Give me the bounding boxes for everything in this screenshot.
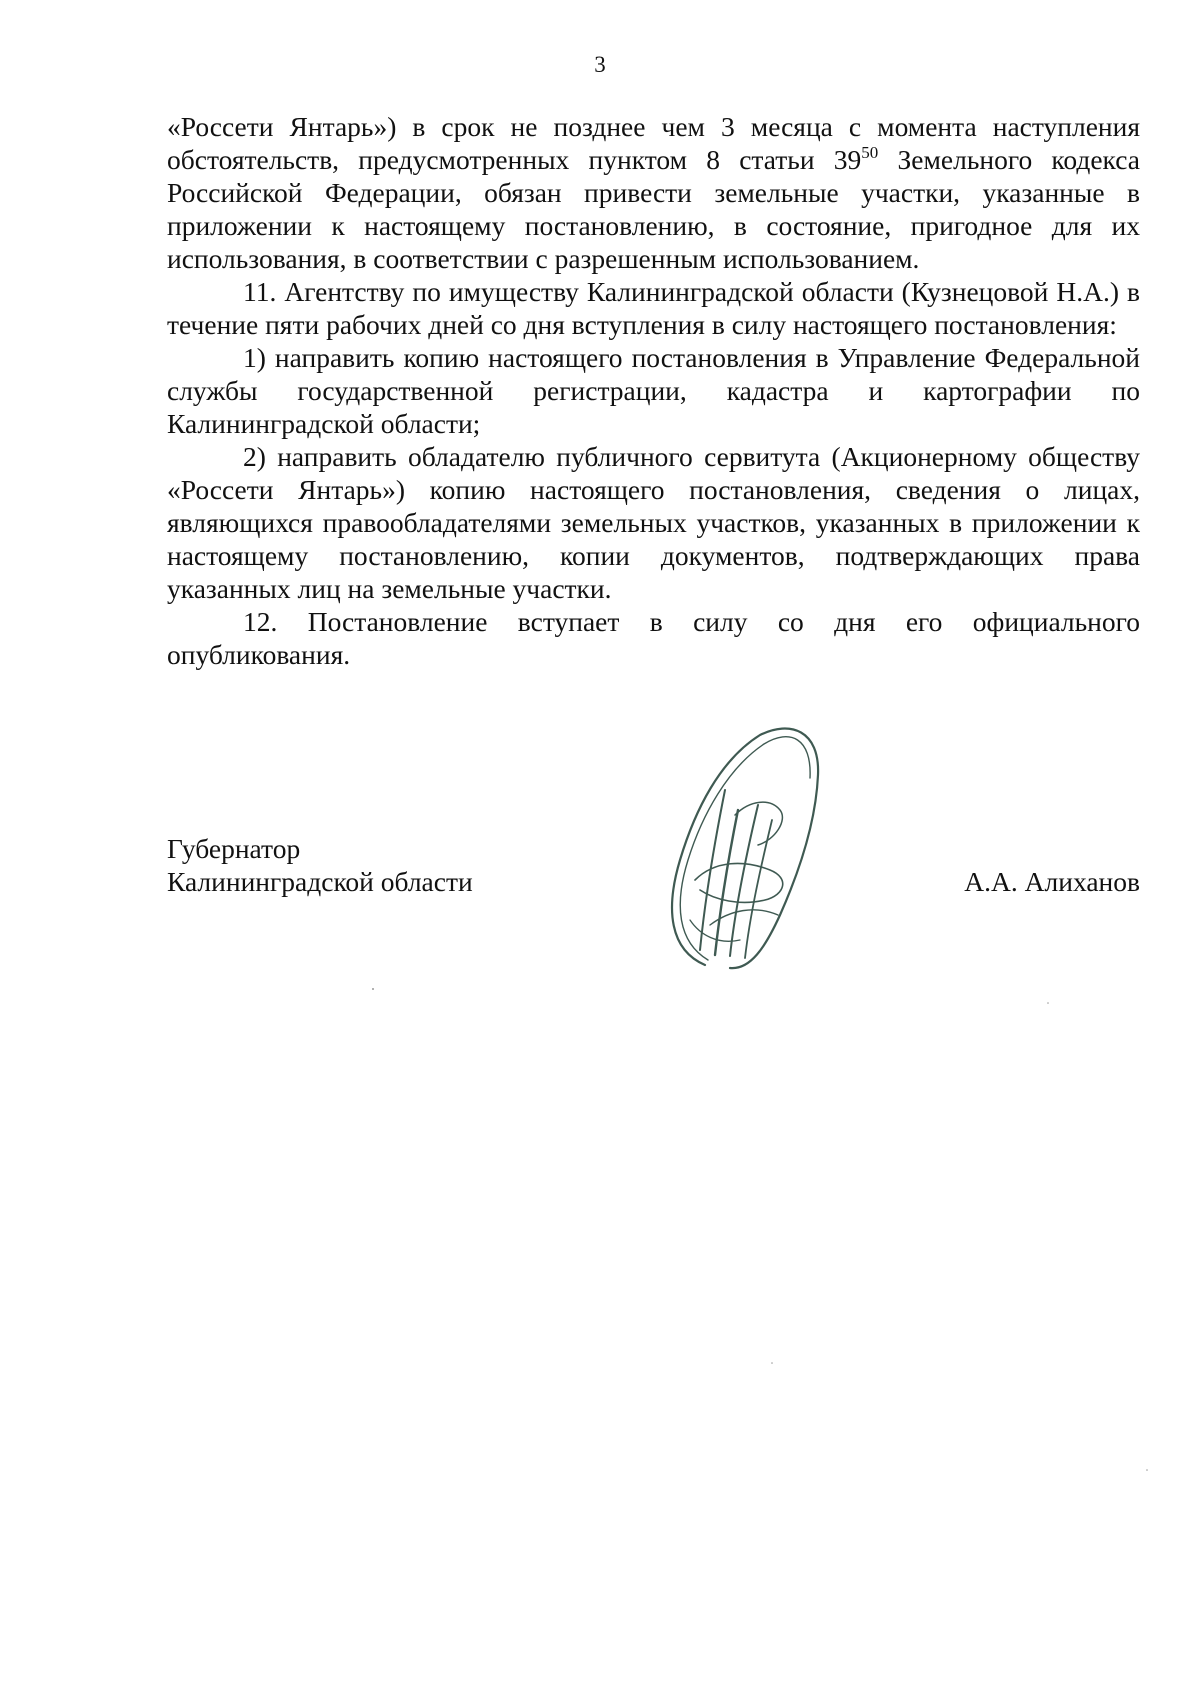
signatory-position: Губернатор (167, 833, 301, 864)
signature-block (167, 832, 1140, 902)
signatory-region: Калининградской области (167, 866, 473, 897)
paragraph-continuation (167, 110, 1140, 275)
paragraph-text: «Россети Янтарь») в срок не позднее чем 3 месяца с момента наступления обстоятельств, предусмотренных пунктом 8 статьи 39 (167, 111, 1140, 175)
paragraph-subitem-2: 2) направить обладателю публичного сервитута (Акционерному обществу «Россети Янтарь») копию настоящего постановления, сведения о лицах, являющихся правообладателями земельных участков, указанных в приложении к настоящему постановлению, копии документов, подтверждающих права указанных лиц на земельные участки. (167, 441, 1140, 604)
handwritten-signature (660, 720, 840, 980)
paragraph-text: Земельного кодекса Российской Федерации, обязан привести земельные участки, указанные в приложении к настоящему постановлению, в состояние, пригодное для их использования, в соответствии с разрешенным использованием. (167, 144, 1140, 274)
document-body (167, 110, 1140, 671)
signatory-name: А.А. Алиханов (964, 866, 1140, 897)
paragraph-item-12: 12. Постановление вступает в силу со дня его официального опубликования. (167, 606, 1140, 670)
signatory-title (167, 832, 473, 898)
paragraph-item-11: 11. Агентству по имуществу Калининградской области (Кузнецовой Н.А.) в течение пяти рабочих дней со дня вступления в силу настоящего постановления: (167, 276, 1140, 340)
paragraph-subitem-1: 1) направить копию настоящего постановления в Управление Федеральной службы государственной регистрации, кадастра и картографии по Калининградской области; (167, 342, 1140, 439)
page-number: 3 (594, 52, 606, 77)
superscript-article-number: 50 (861, 143, 879, 162)
